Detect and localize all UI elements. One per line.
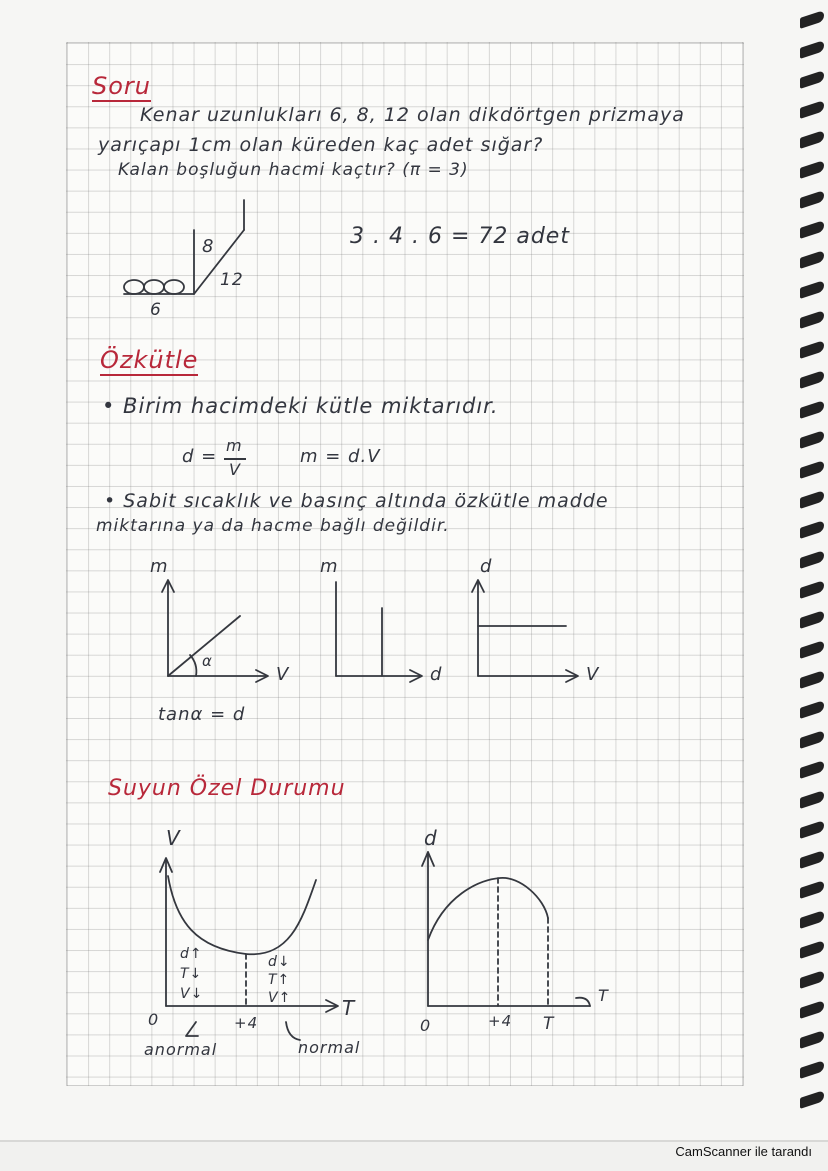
left-note-2: T↓: [180, 966, 203, 982]
right-note-3: V↑: [268, 990, 292, 1006]
soru-answer: 3 . 4 . 6 = 72 adet: [350, 224, 570, 249]
water-v-graph-4-mark: +4: [234, 1014, 259, 1032]
water-v-graph-y-label: V: [166, 826, 181, 850]
fig-label-8: 8: [202, 236, 215, 257]
soru-heading: Soru: [92, 72, 151, 100]
fig-label-6: 6: [150, 300, 162, 320]
water-d-graph-x-label: T: [598, 986, 609, 1005]
graph1-y-label: m: [150, 556, 169, 577]
anormal-label: anormal: [144, 1040, 218, 1059]
normal-label: normal: [298, 1038, 361, 1057]
water-d-graph-t-mark: T: [543, 1014, 555, 1034]
density-formula-numerator: m: [226, 436, 243, 455]
right-note-1: d↓: [268, 954, 291, 970]
graph3-x-label: V: [586, 664, 600, 685]
water-d-graph-origin: 0: [420, 1016, 432, 1035]
mass-formula: m = d.V: [300, 446, 381, 467]
water-d-graph-4-mark: +4: [488, 1012, 513, 1030]
ozkutle-bullet-2-line-2: miktarına ya da hacme bağlı değildir.: [96, 516, 450, 536]
left-note-3: V↓: [180, 986, 204, 1002]
density-formula-lhs: d =: [182, 446, 218, 467]
left-note-1: d↑: [180, 946, 203, 962]
water-v-graph-origin: 0: [148, 1010, 160, 1029]
graph1-angle-label: α: [202, 652, 213, 670]
fig-label-12: 12: [220, 270, 244, 290]
water-v-graph-x-label: T: [342, 996, 356, 1020]
soru-line-3: Kalan boşluğun hacmi kaçtır? (π = 3): [118, 160, 469, 180]
ozkutle-heading: Özkütle: [100, 346, 199, 374]
soru-line-2: yarıçapı 1cm olan küreden kaç adet sığar?: [98, 134, 544, 156]
scan-edge: [0, 1140, 828, 1142]
ozkutle-bullet-2-line-1: • Sabit sıcaklık ve basınç altında özkütle madde: [104, 490, 609, 512]
density-formula-denominator: V: [229, 460, 241, 479]
scanner-watermark: CamScanner ile tarandı: [675, 1144, 812, 1159]
tan-formula: tanα = d: [158, 704, 246, 725]
water-d-graph-y-label: d: [424, 826, 438, 850]
graph2-x-label: d: [430, 664, 443, 685]
right-note-2: T↑: [268, 972, 291, 988]
soru-line-1: Kenar uzunlukları 6, 8, 12 olan dikdörtgen prizmaya: [140, 104, 685, 126]
graph3-y-label: d: [480, 556, 493, 577]
graph1-x-label: V: [276, 664, 290, 685]
ozkutle-bullet-1: • Birim hacimdeki kütle miktarıdır.: [102, 394, 499, 418]
graph2-y-label: m: [320, 556, 339, 577]
su-heading: Suyun Özel Durumu: [108, 776, 346, 801]
